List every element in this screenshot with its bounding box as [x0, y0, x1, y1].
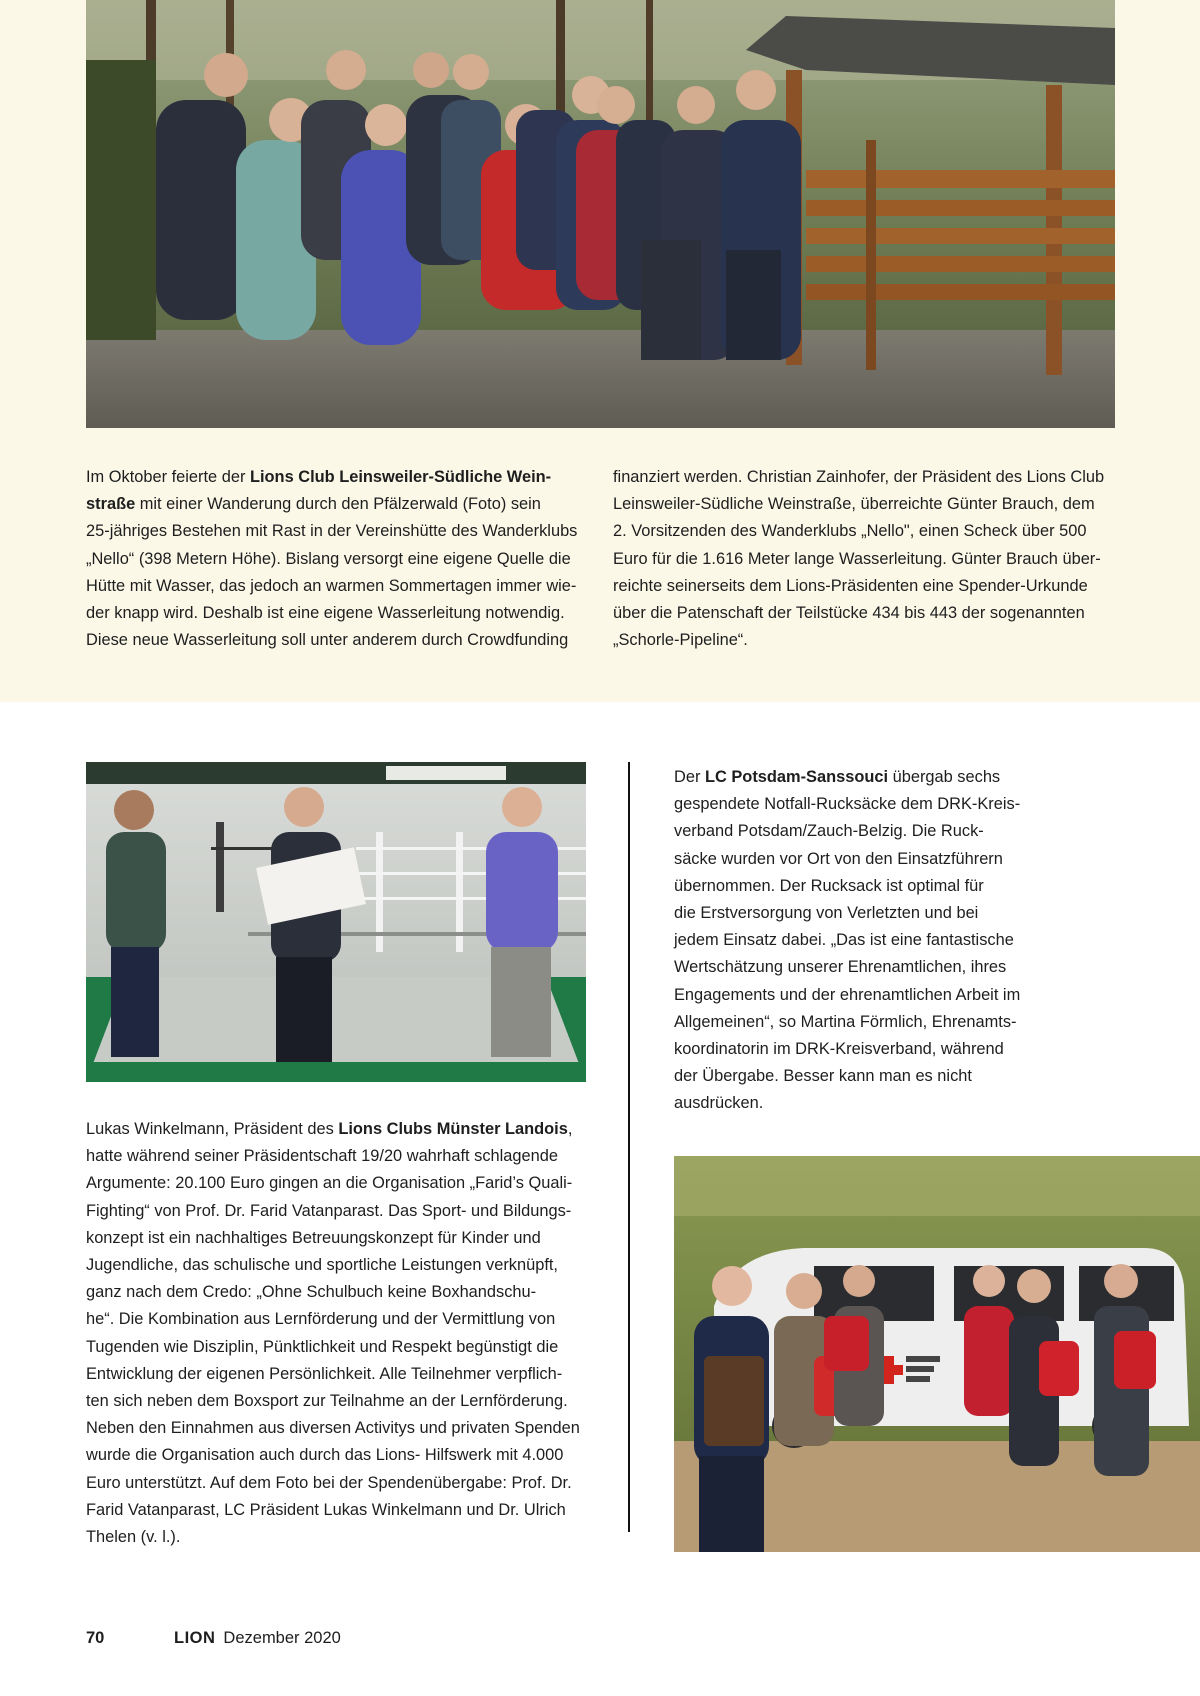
article2-text: Lukas Winkelmann, Präsident des Lions Clubs Münster Landois, hatte während seiner Präsidentschaft 19/20 wahrhaft schlagende Argumente: 20.100 Euro gingen an die Organisation „Farid’s Quali- Fighting“ von Prof. Dr. Farid Vatanparast. Das Sport- und Bildungs- konzept ist ein nachhaltiges Betreuungskonzept für Kinder und Jugendliche, das schulische und sportliche Leistungen verknüpft, ganz nach dem Credo: „Ohne Schulbuch keine Boxhandschu- he“. Die Kombination aus Lernförderung und der Vermittlung von Tugenden wie Disziplin, Pünktlichkeit und Respekt begünstigt die Entwicklung der eigenen Persönlichkeit. Alle Teilnehmer verpflich- ten sich neben dem Boxsport zur Teilnahme an der Lernförderung. Neben den Einnahmen aus diversen Activitys und privaten Spenden wurde die Organisation auch durch das Lions- Hilfswerk mit 4.000 Euro unterstützt. Auf dem Foto bei der Spendenübergabe: Prof. Dr. Farid Vatanparast, LC Präsident Lukas Winkelmann und Dr. Ulrich Thelen (v. l.). — [86, 1120, 580, 1547]
drk-backpack-handover-photo — [674, 1156, 1200, 1552]
boxing-ring-cheque-photo — [86, 762, 586, 1082]
article1-column2: finanziert werden. Christian Zainhofer, der Präsident des Lions Club Leinsweiler-Südliche Weinstraße, überreichte Günter Brauch, dem 2. Vorsitzenden des Wanderklubs „Nello", einen Scheck über 500 Euro für die 1.616 Meter lange Wasserleitung. Günter Brauch über- reichte seinerseits dem Lions-Präsidenten eine Spender-Urkunde über die Patenschaft der Teilstücke 434 bis 443 der sogenannten „Schorle-Pipeline“. — [613, 468, 1105, 650]
club-name: Lions Clubs Münster Landois — [338, 1120, 568, 1138]
column-divider — [628, 762, 630, 1532]
club-name: LC Potsdam-Sanssouci — [704, 768, 889, 786]
page-number: 70 — [86, 1629, 105, 1647]
hiking-group-photo — [86, 0, 1115, 428]
page-footer — [86, 1628, 341, 1648]
article3-text: Der LC Potsdam-Sanssouci übergab sechs gespendete Notfall-Rucksäcke dem DRK-Kreis- verband Potsdam/Zauch-Belzig. Die Ruck- säcke wurden vor Ort von den Einsatzführern übernommen. Der Rucksack ist optimal für die Erstversorgung von Verletzten und bei jedem Einsatz dabei. „Das ist eine fantastische Wertschätzung unserer Ehrenamtlichen, ihres Engagements und der ehrenamtlichen Arbeit im Allgemeinen“, so Martina Förmlich, Ehrenamts- koordinatorin im DRK-Kreisverband, während der Übergabe. Besser kann man es nicht ausdrücken. — [674, 768, 1021, 1113]
issue-date: Dezember 2020 — [223, 1629, 341, 1647]
magazine-name: LION — [174, 1629, 216, 1647]
club-name: straße — [86, 495, 136, 514]
club-name: Lions Club Leinsweiler-Südliche Wein- — [249, 468, 552, 486]
article1-column1: Im Oktober feierte der Lions Club Leinsweiler-Südliche Wein- straße mit einer Wanderung durch den Pfälzerwald (Foto) sein 25-jähriges Bestehen mit Rast in der Vereinshütte des Wanderklubs „Nello“ (398 Metern Höhe). Bislang versorgt eine eigene Quelle die Hütte mit Wasser, das jedoch an warmen Sommertagen immer wie- der knapp wird. Deshalb ist eine eigene Wasserleitung notwendig. Diese neue Wasserleitung soll unter anderem durch Crowdfunding — [86, 468, 578, 650]
